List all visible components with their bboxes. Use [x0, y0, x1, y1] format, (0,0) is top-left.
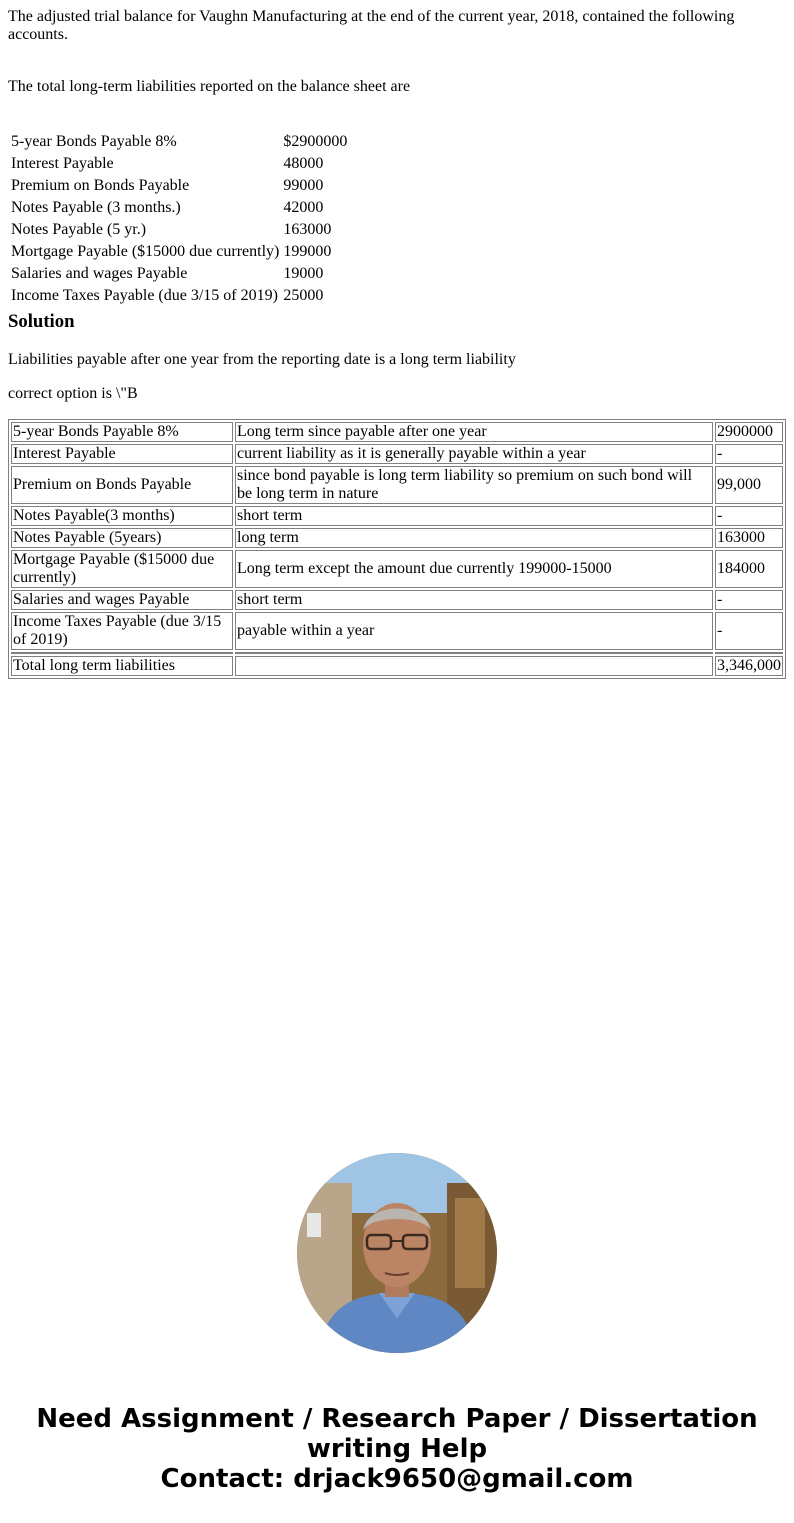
table-row	[11, 444, 783, 464]
classification-reason: long term	[235, 528, 713, 548]
account-row	[10, 242, 348, 262]
account-name: 5-year Bonds Payable 8%	[11, 133, 177, 150]
total-label: Total long term liabilities	[11, 656, 233, 676]
author-photo	[297, 1153, 497, 1353]
account-amount: 48000	[283, 155, 324, 172]
classification-reason: short term	[235, 590, 713, 610]
table-row	[11, 506, 783, 526]
promo-banner	[0, 1404, 794, 1494]
liability-item: 5-year Bonds Payable 8%	[11, 422, 233, 442]
total-amount: 3,346,000	[717, 657, 781, 674]
liability-item: Premium on Bonds Payable	[11, 466, 233, 504]
classification-reason	[235, 656, 713, 676]
account-name: Interest Payable	[11, 155, 114, 172]
table-row	[11, 590, 783, 610]
long-term-amount: 2900000	[715, 422, 783, 442]
solution-heading: Solution	[8, 311, 75, 332]
account-name: Notes Payable (5 yr.)	[11, 221, 147, 238]
account-amount: 42000	[283, 199, 324, 216]
classification-reason: Long term since payable after one year	[235, 422, 713, 442]
liability-item: Notes Payable (5years)	[11, 528, 233, 548]
account-amount: 163000	[283, 221, 332, 238]
account-row	[10, 286, 348, 306]
promo-line: Need Assignment / Research Paper / Dissertation	[36, 1404, 758, 1434]
table-row	[11, 528, 783, 548]
account-amount: $2900000	[283, 133, 348, 150]
account-row	[10, 176, 348, 196]
account-name: Mortgage Payable ($15000 due currently)	[11, 243, 280, 260]
account-row	[10, 154, 348, 174]
account-row	[10, 264, 348, 284]
intro-paragraph: The adjusted trial balance for Vaughn Manufacturing at the end of the current year, 2018, contained the following accounts.	[8, 8, 735, 43]
liability-item: Income Taxes Payable (due 3/15 of 2019)	[11, 612, 233, 650]
long-term-amount: -	[715, 444, 783, 464]
accounts-table	[8, 130, 350, 308]
liability-item: Salaries and wages Payable	[11, 590, 233, 610]
account-name: Income Taxes Payable (due 3/15 of 2019)	[11, 287, 278, 304]
table-row	[11, 422, 783, 442]
account-name: Salaries and wages Payable	[11, 265, 188, 282]
account-row	[10, 198, 348, 218]
author-portrait-image	[297, 1153, 497, 1353]
explanation-text: Liabilities payable after one year from the reporting date is a long term liability	[8, 351, 516, 368]
long-term-amount: 99,000	[715, 466, 783, 504]
classification-reason	[235, 652, 713, 654]
liability-item: Notes Payable(3 months)	[11, 506, 233, 526]
long-term-amount: 184000	[715, 550, 783, 588]
table-row	[11, 612, 783, 650]
account-amount: 25000	[283, 287, 324, 304]
long-term-amount: 163000	[715, 528, 783, 548]
total-row	[11, 656, 783, 676]
classification-reason: current liability as it is generally payable within a year	[235, 444, 713, 464]
table-row-empty	[11, 652, 783, 654]
account-row	[10, 220, 348, 240]
long-term-amount: -	[715, 506, 783, 526]
liability-item: Mortgage Payable ($15000 due currently)	[11, 550, 233, 588]
long-term-amount	[715, 652, 783, 654]
classification-reason: Long term except the amount due currently 199000-15000	[235, 550, 713, 588]
account-row	[10, 132, 348, 152]
table-row	[11, 550, 783, 588]
long-term-amount: -	[715, 612, 783, 650]
contact-line: Contact: drjack9650@gmail.com	[160, 1464, 634, 1494]
answer-text: correct option is \"B	[8, 385, 138, 402]
liability-item: Interest Payable	[11, 444, 233, 464]
liability-item	[11, 652, 233, 654]
classification-reason: payable within a year	[235, 612, 713, 650]
account-amount: 199000	[283, 243, 332, 260]
solution-table	[8, 419, 786, 679]
table-row	[11, 466, 783, 504]
long-term-amount: -	[715, 590, 783, 610]
classification-reason: short term	[235, 506, 713, 526]
account-amount: 99000	[283, 177, 324, 194]
promo-line: writing Help	[306, 1434, 488, 1464]
question-text: The total long-term liabilities reported on the balance sheet are	[8, 78, 411, 95]
account-name: Premium on Bonds Payable	[11, 177, 190, 194]
account-amount: 19000	[283, 265, 324, 282]
document-body	[8, 8, 786, 674]
account-name: Notes Payable (3 months.)	[11, 199, 181, 216]
classification-reason: since bond payable is long term liability so premium on such bond will be long term in nature	[235, 466, 713, 504]
